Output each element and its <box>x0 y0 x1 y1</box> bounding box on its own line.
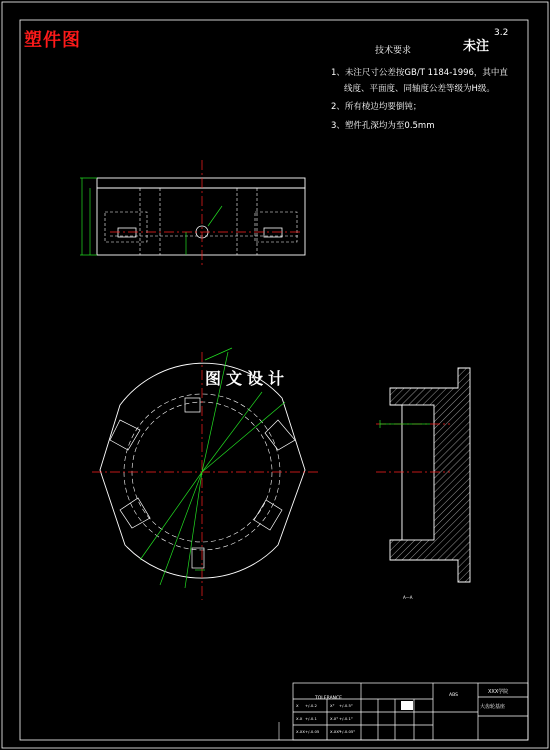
roughness-value: 3.2 <box>494 28 509 38</box>
tolerance-cell: X.X <box>296 716 303 721</box>
front-view-dimensions <box>80 178 222 255</box>
tolerance-cell: +/-0.1 <box>305 716 317 721</box>
tolerance-cell: X <box>296 703 299 708</box>
stamp-label: 塑件图 <box>24 30 81 51</box>
tolerance-cell: +/-0.05 <box>305 729 320 734</box>
requirement-item: 2、所有棱边均要倒钝； <box>331 102 422 112</box>
section-view <box>390 368 470 582</box>
front-view-top-flange <box>97 178 305 188</box>
tolerance-cell: X° <box>330 703 335 708</box>
section-view-cavity <box>402 405 434 540</box>
plan-view-centerlines <box>92 352 320 600</box>
requirement-item: 1、未注尺寸公差按GB/T 1184-1996，其中直 <box>331 68 508 78</box>
requirement-item: 3、塑件孔深均为至0.5mm <box>331 121 435 131</box>
part-name-label: 大齿轮基座 <box>480 704 506 710</box>
watermark: 图文设计 <box>205 369 290 388</box>
material-label: ABS <box>449 693 458 698</box>
tolerance-cell: X.XX <box>296 729 306 734</box>
requirement-item: 线度、平面度、同轴度公差等级为H级。 <box>344 84 495 94</box>
tolerance-cell: X.X° <box>330 716 339 721</box>
tolerance-cell: +/-0.1° <box>339 716 353 721</box>
tolerance-cell: +/-0.2 <box>305 703 317 708</box>
technical-requirements-title: 技术要求 <box>375 46 412 56</box>
front-view <box>97 178 305 255</box>
section-view-label: A—A <box>403 595 413 600</box>
tolerance-cell: +/-0.05° <box>339 729 356 734</box>
front-view-body <box>97 188 305 255</box>
title-block-fill <box>401 701 413 710</box>
front-view-centerlines <box>110 160 300 268</box>
company-label: XXX学院 <box>488 689 509 695</box>
plan-view-spoke-slots <box>110 398 295 568</box>
front-view-hidden-lines <box>105 188 300 255</box>
tolerance-header: TOLERANCE <box>315 696 343 701</box>
tolerance-cell: +/-0.5° <box>339 703 353 708</box>
tolerance-cell: X.XX° <box>330 729 341 734</box>
unspecified-roughness-label: 未注 <box>463 39 490 54</box>
